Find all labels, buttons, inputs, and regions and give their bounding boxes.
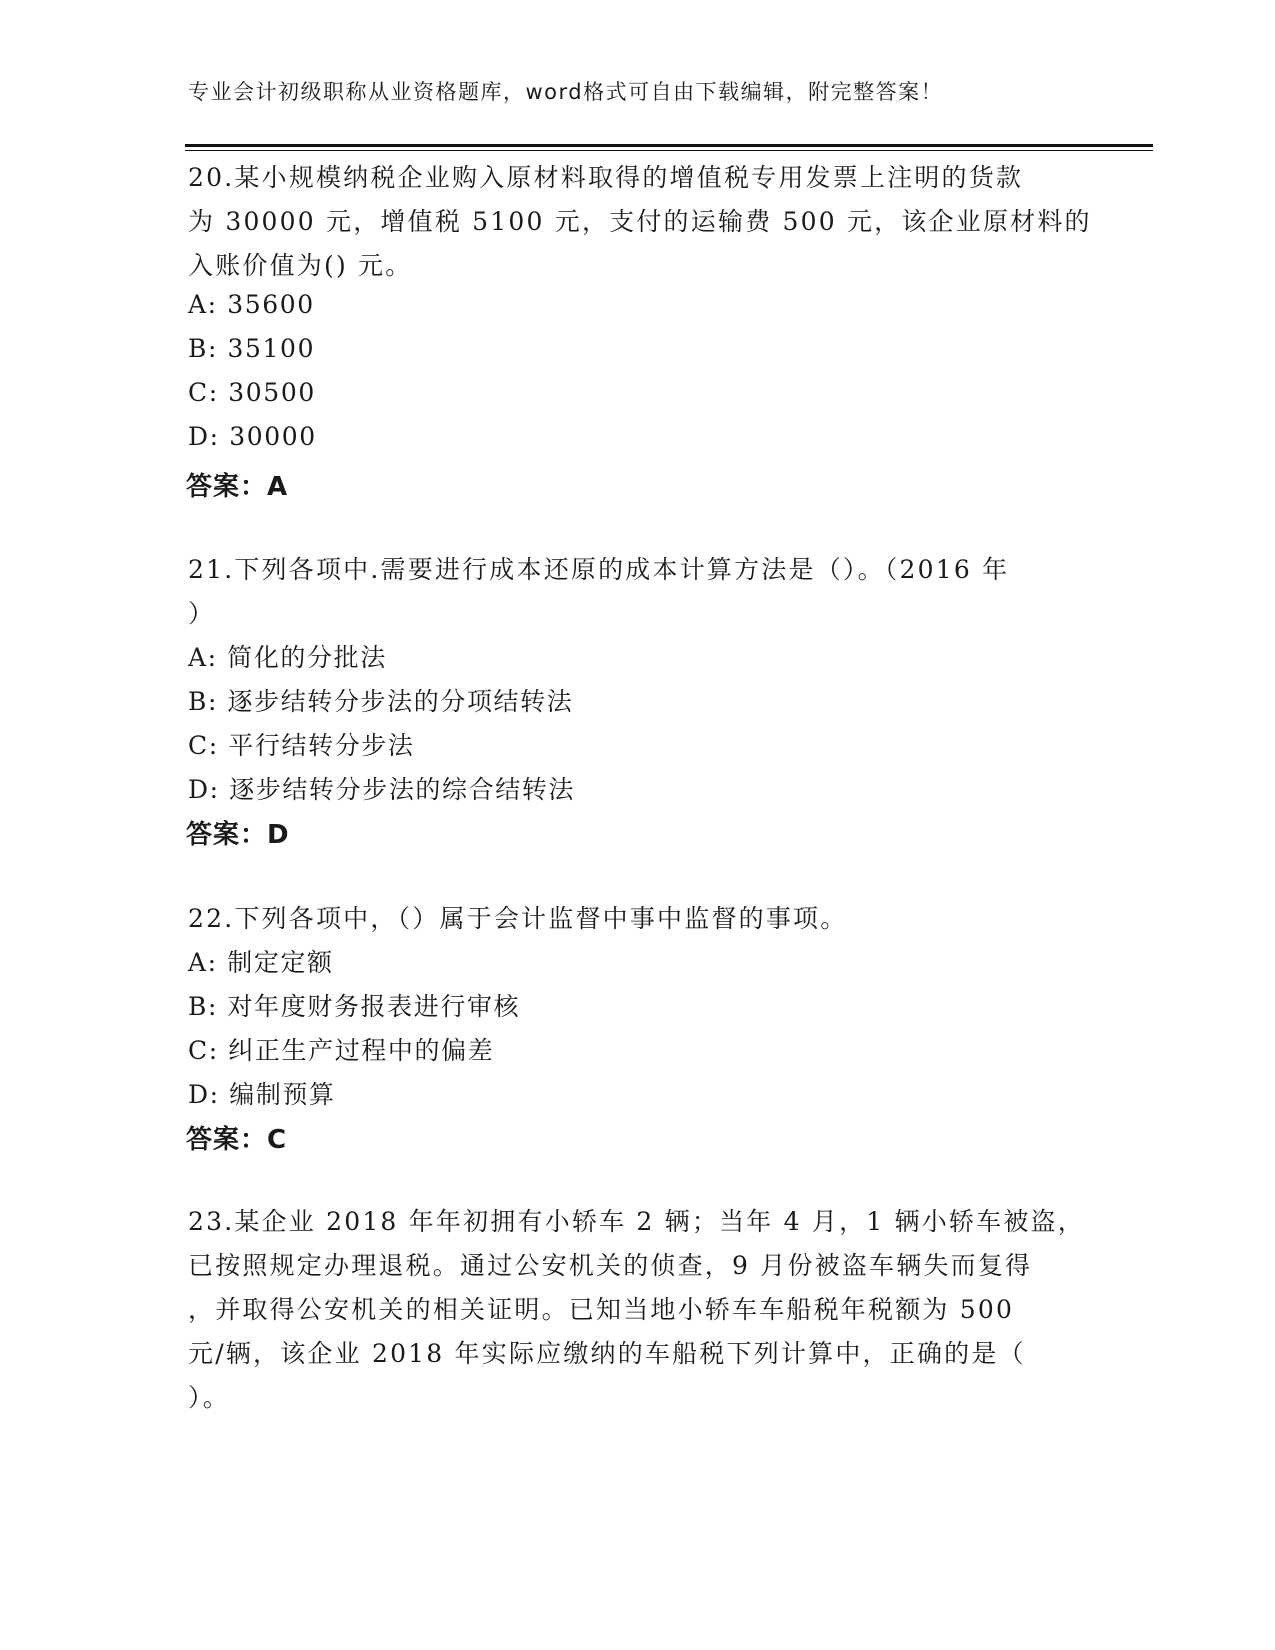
header-rule-thin xyxy=(185,150,1153,151)
option-d: D: 编制预算 xyxy=(188,1080,336,1109)
option-b: B: 逐步结转分步法的分项结转法 xyxy=(188,687,574,716)
question-text-line: 23.某企业 2018 年年初拥有小轿车 2 辆；当年 4 月，1 辆小轿车被盗， xyxy=(188,1207,1085,1236)
option-a: A: 简化的分批法 xyxy=(188,643,387,672)
option-c: C: 纠正生产过程中的偏差 xyxy=(188,1036,495,1065)
option-d: D: 逐步结转分步法的综合结转法 xyxy=(188,775,576,804)
option-c: C: 30500 xyxy=(188,378,316,407)
header-rule xyxy=(185,144,1153,147)
option-c: C: 平行结转分步法 xyxy=(188,731,415,760)
answer: 答案：A xyxy=(186,472,289,502)
question-text-line: ） xyxy=(188,599,216,628)
question-text-line: 已按照规定办理退税。通过公安机关的侦查，9 月份被盗车辆失而复得 xyxy=(188,1251,1033,1280)
option-b: B: 35100 xyxy=(188,334,316,363)
option-d: D: 30000 xyxy=(188,422,317,451)
question-text-line: 为 30000 元，增值税 5100 元，支付的运输费 500 元，该企业原材料的 xyxy=(188,207,1092,236)
answer: 答案：C xyxy=(186,1125,288,1155)
question-text-line: 22.下列各项中，（）属于会计监督中事中监督的事项。 xyxy=(188,904,848,933)
option-a: A: 制定定额 xyxy=(188,948,334,977)
header-text: 专业会计初级职称从业资格题库，word格式可自由下载编辑，附完整答案！ xyxy=(188,80,944,104)
question-text-line: 元/辆，该企业 2018 年实际应缴纳的车船税下列计算中，正确的是（ xyxy=(188,1339,1026,1368)
question-text-line: ，并取得公安机关的相关证明。已知当地小轿车车船税年税额为 500 xyxy=(188,1295,1015,1324)
option-a: A: 35600 xyxy=(188,290,315,319)
question-text-line: 21.下列各项中.需要进行成本还原的成本计算方法是（）。（2016 年 xyxy=(188,555,1010,584)
option-b: B: 对年度财务报表进行审核 xyxy=(188,992,521,1021)
question-text-line: 20.某小规模纳税企业购入原材料取得的增值税专用发票上注明的货款 xyxy=(188,163,1024,192)
question-text-line: ）。 xyxy=(188,1383,230,1412)
answer: 答案：D xyxy=(186,820,290,850)
question-text-line: 入账价值为() 元。 xyxy=(188,251,413,280)
